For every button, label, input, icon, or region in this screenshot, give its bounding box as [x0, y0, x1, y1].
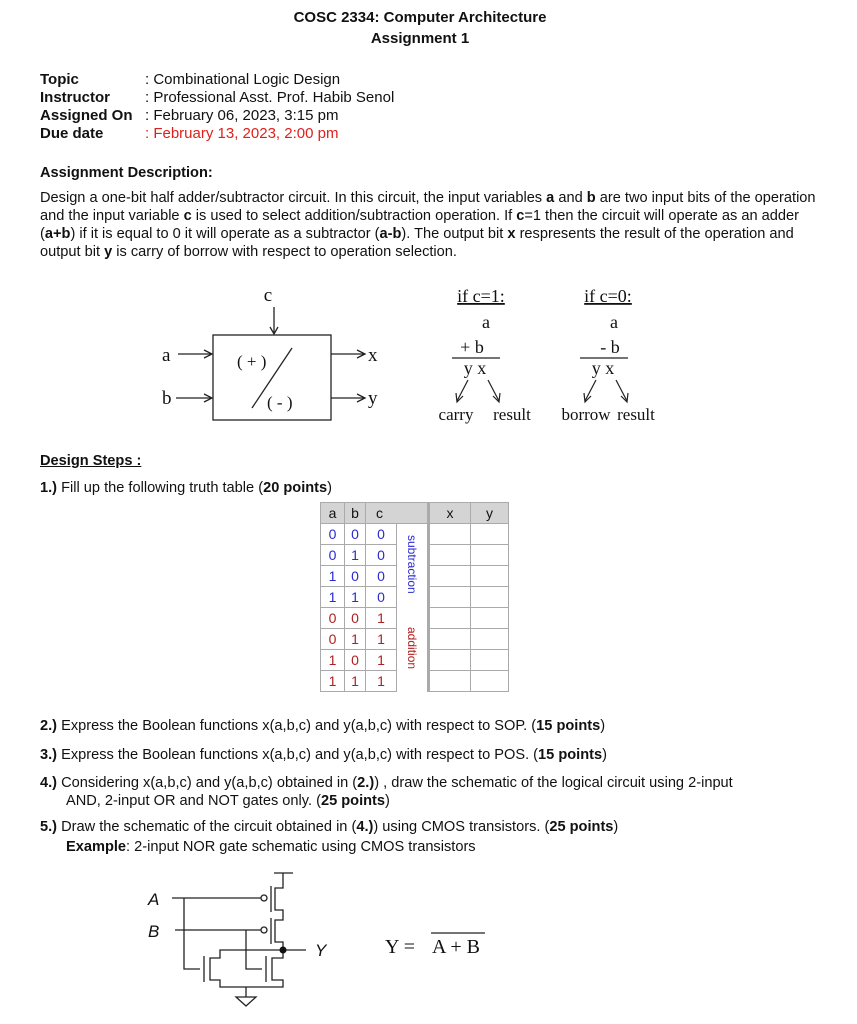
cell-b: 1 [345, 629, 366, 650]
example-sub-title: if c=0: [584, 286, 632, 306]
step-3: 3.) Express the Boolean functions x(a,b,c) and y(a,b,c) with respect to POS. (15 points) [40, 747, 607, 763]
example-sub-op: - b [600, 337, 620, 357]
y-output-label: y [368, 388, 378, 409]
table-row [321, 608, 509, 629]
example-sub-result: y x [591, 358, 615, 378]
cell-a: 0 [321, 524, 345, 545]
step-4-line2: AND, 2-input OR and NOT gates only. (25 points) [66, 793, 390, 809]
cell-x[interactable] [429, 608, 471, 629]
subtraction-label: subtraction [405, 534, 419, 594]
group-cell [397, 524, 429, 608]
a-input-label: a [162, 345, 171, 366]
instructor-label: Instructor [40, 89, 111, 106]
example-sub-result-label: result [617, 405, 655, 424]
due-value: : February 13, 2023, 2:00 pm [145, 125, 339, 142]
cell-y[interactable] [471, 566, 509, 587]
cell-x[interactable] [429, 587, 471, 608]
course-title: COSC 2334: Computer Architecture [293, 9, 547, 26]
assignment-title: Assignment 1 [370, 30, 470, 47]
topic-label: Topic [40, 71, 79, 88]
cell-a: 1 [321, 566, 345, 587]
cell-b: 0 [345, 650, 366, 671]
group-cell [397, 608, 429, 692]
header-a: a [321, 503, 345, 524]
step-4: 4.) Considering x(a,b,c) and y(a,b,c) obtained in (2.)) , draw the schematic of the logical circuit using 2-input [40, 775, 733, 791]
cell-a: 0 [321, 608, 345, 629]
cell-c: 1 [366, 608, 397, 629]
cell-a: 1 [321, 671, 345, 692]
cell-b: 1 [345, 545, 366, 566]
input-b-label: B [148, 922, 160, 941]
step-5: 5.) Draw the schematic of the circuit obtained in (4.)) using CMOS transistors. (25 points) [40, 819, 619, 835]
cell-b: 1 [345, 671, 366, 692]
equation-rhs: A + B [432, 936, 480, 958]
header-b: b [345, 503, 366, 524]
cell-y[interactable] [471, 671, 509, 692]
cell-x[interactable] [429, 566, 471, 587]
cmos-nor-schematic [140, 860, 500, 1020]
cell-c: 0 [366, 524, 397, 545]
design-steps-heading: Design Steps : [40, 453, 142, 469]
topic-value: : Combinational Logic Design [145, 71, 341, 88]
cell-c: 1 [366, 671, 397, 692]
cell-b: 0 [345, 566, 366, 587]
cell-y[interactable] [471, 629, 509, 650]
cell-y[interactable] [471, 545, 509, 566]
output-y-label: Y [315, 941, 327, 960]
step-1: 1.) Fill up the following truth table (20 points) [40, 480, 333, 496]
cell-c: 0 [366, 545, 397, 566]
cell-c: 0 [366, 587, 397, 608]
addition-label: addition [405, 626, 419, 670]
due-label: Due date [40, 125, 104, 142]
cell-x[interactable] [429, 545, 471, 566]
cell-x[interactable] [429, 629, 471, 650]
description-text: Design a one-bit half adder/subtractor circuit. In this circuit, the input variables a and b are two input bits of the operation and the input variable c is used to select addition/subtraction operation. If c=1 then the circuit will operate as an adder (a+b) if it is equal to 0 it will operate as a subtractor (a-b). The output bit x respresents the result of the operation and output bit y is carry of borrow with respect to operation selection. [40, 190, 816, 260]
example-add-result: y x [463, 358, 487, 378]
example-add-top: a [482, 312, 490, 332]
description-heading: Assignment Description: [40, 165, 213, 181]
cell-a: 1 [321, 650, 345, 671]
x-output-label: x [368, 345, 378, 366]
plus-label: ( + ) [237, 352, 267, 371]
instructor-value: : Professional Asst. Prof. Habib Senol [145, 89, 395, 106]
example-add-carry: carry [438, 405, 474, 424]
cell-c: 1 [366, 650, 397, 671]
cell-b: 1 [345, 587, 366, 608]
cell-b: 0 [345, 608, 366, 629]
cell-y[interactable] [471, 650, 509, 671]
header-x: x [429, 503, 471, 524]
truth-table [320, 502, 509, 692]
cell-b: 0 [345, 524, 366, 545]
cell-a: 0 [321, 545, 345, 566]
cell-y[interactable] [471, 587, 509, 608]
cell-c: 0 [366, 566, 397, 587]
output-node [280, 947, 287, 954]
assigned-label: Assigned On [40, 107, 133, 124]
c-input-label: c [263, 285, 273, 306]
example-sub-borrow: borrow [561, 405, 611, 424]
cell-x[interactable] [429, 671, 471, 692]
equation-lhs: Y = [385, 936, 415, 958]
example-add-title: if c=1: [457, 286, 505, 306]
cell-y[interactable] [471, 608, 509, 629]
step-5-example: Example: 2-input NOR gate schematic using CMOS transistors [66, 839, 476, 855]
cell-y[interactable] [471, 524, 509, 545]
cell-a: 1 [321, 587, 345, 608]
example-add-op: + b [460, 337, 484, 357]
cell-x[interactable] [429, 650, 471, 671]
header-y: y [471, 503, 509, 524]
assigned-value: : February 06, 2023, 3:15 pm [145, 107, 339, 124]
table-row [321, 524, 509, 545]
header-c: c [366, 503, 429, 524]
step-2: 2.) Express the Boolean functions x(a,b,c) and y(a,b,c) with respect to SOP. (15 points) [40, 718, 606, 734]
example-sub-top: a [610, 312, 618, 332]
adder-subtractor-diagram [150, 280, 680, 430]
minus-label: ( - ) [267, 393, 293, 412]
b-input-label: b [162, 388, 172, 409]
cell-x[interactable] [429, 524, 471, 545]
cell-a: 0 [321, 629, 345, 650]
input-a-label: A [148, 890, 160, 909]
cell-c: 1 [366, 629, 397, 650]
example-add-result-label: result [493, 405, 531, 424]
